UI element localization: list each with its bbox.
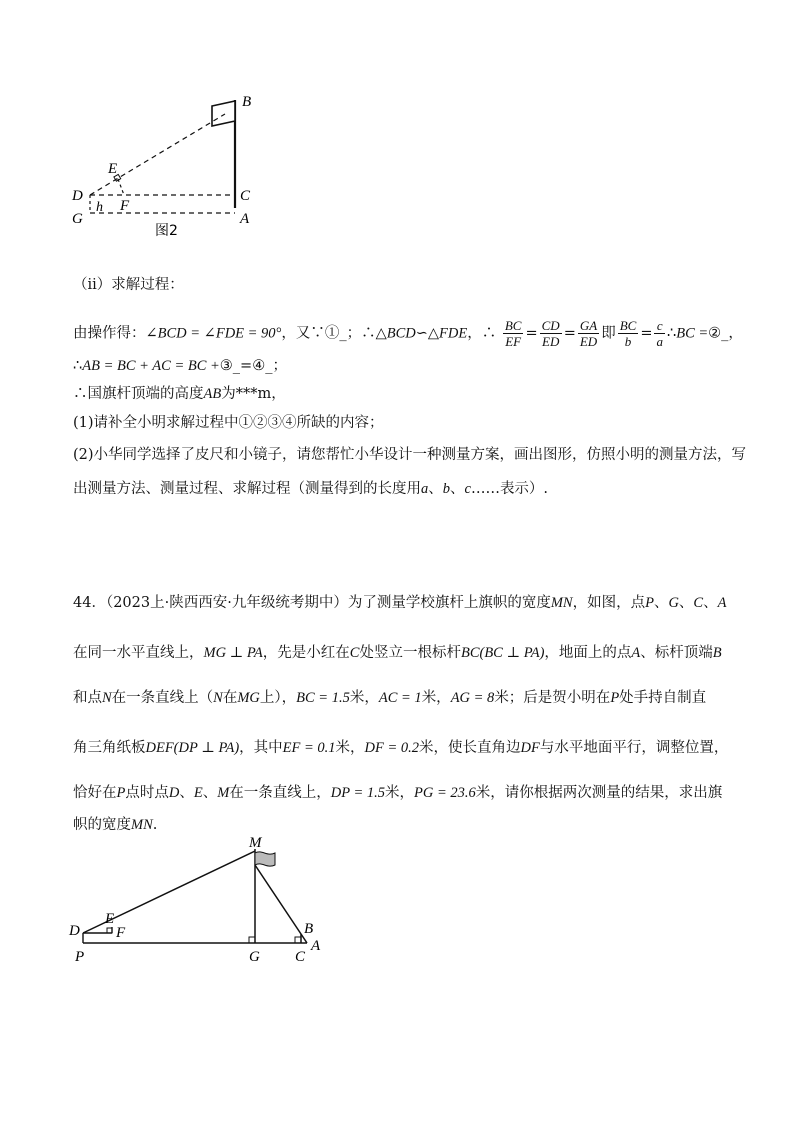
solution-line-1: 由操作得：∠BCD = ∠FDE = 90°，又∵①_；∴△BCD∽△FDE，∴ $\frac{BC}{EF}$ = $\frac{CD}{ED}$ = $\frac{GA}{ED}$ 即 $\frac{BC}{b}$ = $\frac{c}{a}$ ∴BC =②_， (73, 318, 743, 349)
blank-3-4: ③_=④_ (219, 358, 273, 374)
question-1: (1)请补全小明求解过程中①②③④所缺的内容； (73, 415, 384, 431)
label-g: G (249, 949, 260, 965)
question-2-line-2: 出测量方法、测量过程、求解过程（测量得到的长度用a、b、c……表示）. (73, 481, 549, 497)
problem-44-line-4: 角三角纸板DEF(DP ⊥ PA)，其中EF = 0.1米，DF = 0.2米，使长直角边DF与水平地面平行，调整位置， (73, 740, 729, 756)
label-p: P (75, 949, 85, 965)
right-angle-mark-f (107, 928, 112, 933)
label-m: M (249, 835, 262, 851)
solution-line-3: ∴国旗杆顶端的高度AB为***m， (73, 386, 286, 402)
solution-header: （ii）求解过程： (73, 277, 184, 293)
label-e: E (108, 161, 118, 177)
fraction-bc-ef: $\frac{BC}{EF}$ (504, 318, 522, 349)
right-angle-mark-c (295, 937, 301, 943)
label-c: C (295, 949, 306, 965)
label-f: F (120, 198, 130, 214)
line-ma (255, 865, 307, 943)
figure-2 (60, 90, 260, 240)
figure-caption: 图2 (155, 223, 178, 239)
figure-44 (65, 835, 335, 970)
problem-44-line-3: 和点N在一条直线上（N在MG上），BC = 1.5米，AC = 1米，AG = 8米；后是贺小明在P处手持自制直 (73, 690, 707, 706)
label-f: F (116, 925, 126, 941)
fraction-bc-b: $\frac{BC}{b}$ (619, 318, 637, 349)
fraction-cd-ed: $\frac{CD}{ED}$ (541, 318, 560, 349)
fraction-c-a: $\frac{c}{a}$ (656, 318, 663, 349)
blank-2: ②_ (708, 325, 729, 342)
label-d: D (72, 188, 83, 204)
line-ef (118, 179, 124, 195)
label-b: B (242, 94, 252, 110)
label-a: A (311, 938, 321, 954)
label-c: C (240, 188, 251, 204)
flag-icon (255, 852, 275, 866)
fraction-ga-ed: $\frac{GA}{ED}$ (579, 318, 598, 349)
blank-1: ①_ (324, 325, 347, 342)
problem-44-line-1: 44．（2023上·陕西西安·九年级统考期中）为了测量学校旗杆上旗帜的宽度MN，如图，点P、G、C、A (73, 595, 727, 611)
label-b: B (304, 921, 314, 937)
label-e: E (105, 911, 115, 927)
label-h: h (96, 200, 103, 215)
problem-44-line-6: 帜的宽度MN. (73, 817, 158, 833)
question-2-line-1: (2)小华同学选择了皮尺和小镜子，请您帮忙小华设计一种测量方案，画出图形，仿照小明的测量方法，写 (73, 447, 747, 463)
sightline-db (90, 114, 225, 195)
label-g: G (72, 211, 83, 227)
solution-line-2: ∴AB = BC + AC = BC +③_=④_； (73, 358, 287, 374)
flag-icon (212, 101, 235, 126)
label-a: A (240, 211, 250, 227)
label-d: D (69, 923, 80, 939)
problem-44-line-2: 在同一水平直线上，MG ⊥ PA，先是小红在C处竖立一根标杆BC(BC ⊥ PA)，地面上的点A、标杆顶端B (73, 645, 722, 661)
right-angle-mark-g (249, 937, 255, 943)
problem-44-line-5: 恰好在P点时点D、E、M在一条直线上，DP = 1.5米，PG = 23.6米，请你根据两次测量的结果，求出旗 (73, 785, 723, 801)
